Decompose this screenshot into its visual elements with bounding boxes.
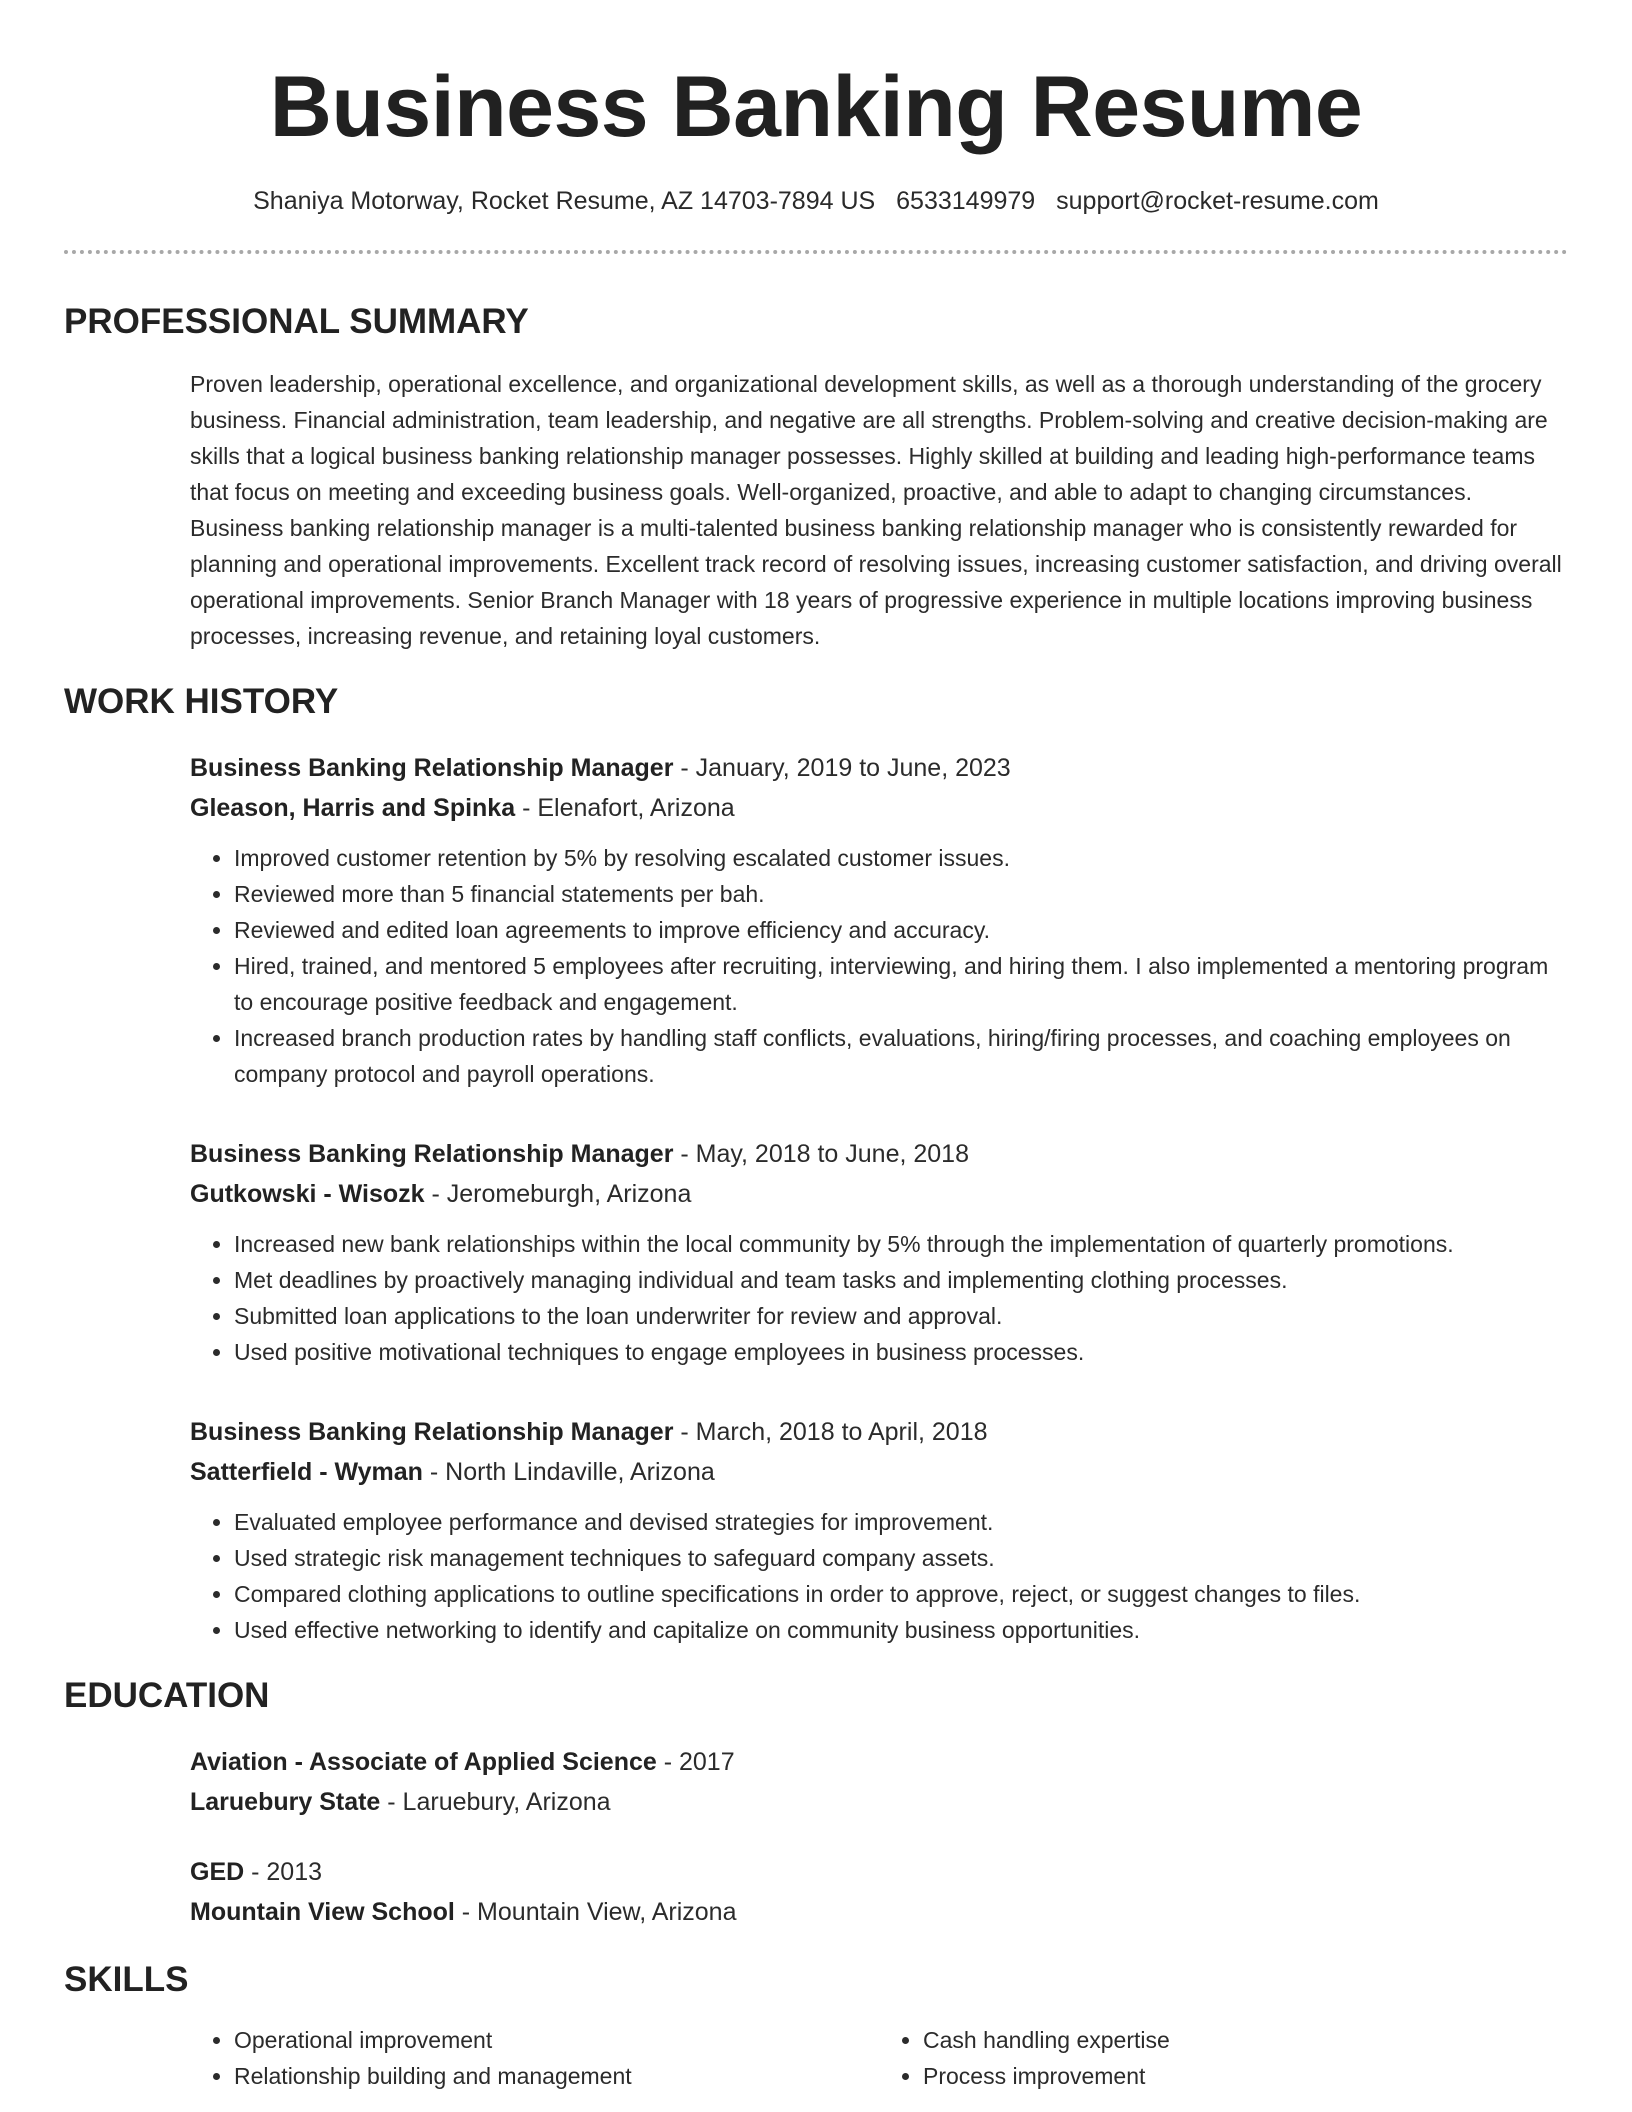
job-company-line [190,1452,1568,1492]
job-company: Satterfield - Wyman [190,1458,423,1486]
skills-section [64,2022,1568,2094]
education-entry [190,1852,1568,1932]
job-bullet: • Used effective networking to identify and capitalize on community business opportunities. [234,1612,1568,1648]
resume-title: Business Banking Resume [269,59,1363,155]
job-bullet: • Compared clothing applications to outline specifications in order to approve, reject, or suggest changes to files. [234,1576,1568,1612]
skills-heading: SKILLS [64,1960,189,1999]
job-bullet: • Met deadlines by proactively managing individual and team tasks and implementing clothing processes. [234,1262,1568,1298]
header-divider [64,250,1568,254]
education-location: - Laruebury, Arizona [380,1788,611,1816]
skill-item: • Process improvement [923,2058,1568,2094]
job-bullet: • Used positive motivational techniques to engage employees in business processes. [234,1334,1568,1370]
job-entry [190,748,1568,1092]
job-bullet: • Submitted loan applications to the loan underwriter for review and approval. [234,1298,1568,1334]
job-bullet: • Evaluated employee performance and devised strategies for improvement. [234,1504,1568,1540]
skill-item: • Relationship building and management [234,2058,879,2094]
education-entry [190,1742,1568,1822]
contact-email: support@rocket-resume.com [1056,187,1379,215]
job-title: Business Banking Relationship Manager [190,1140,674,1168]
job-entry [190,1412,1568,1648]
education-school-line [190,1782,1568,1822]
job-bullet: • Improved customer retention by 5% by resolving escalated customer issues. [234,840,1568,876]
job-company-line [190,1174,1568,1214]
education-degree: Aviation - Associate of Applied Science [190,1748,657,1776]
work-history-heading: WORK HISTORY [64,682,339,721]
education-degree: GED [190,1858,245,1886]
job-bullet: • Increased new bank relationships within the local community by 5% through the implementation of quarterly promotions. [234,1226,1568,1262]
job-bullet: • Used strategic risk management techniques to safeguard company assets. [234,1540,1568,1576]
skills-column-right [879,2022,1568,2094]
job-title-line [190,748,1568,788]
job-bullet: • Increased branch production rates by handling staff conflicts, evaluations, hiring/firing processes, and coaching employees on company protocol and payroll operations. [234,1020,1568,1092]
job-location: - North Lindaville, Arizona [422,1458,715,1486]
education-year: - 2017 [656,1748,735,1776]
education-school-line [190,1892,1568,1932]
job-dates: - May, 2018 to June, 2018 [673,1140,969,1168]
summary-section [64,366,1568,654]
job-company: Gleason, Harris and Spinka [190,794,516,822]
skill-item: • Cash handling expertise [923,2022,1568,2058]
job-entry [190,1134,1568,1370]
job-dates: - March, 2018 to April, 2018 [673,1418,988,1446]
work-history-section [64,748,1568,1648]
education-section [64,1742,1568,1932]
job-bullet: • Reviewed and edited loan agreements to improve efficiency and accuracy. [234,912,1568,948]
education-school: Laruebury State [190,1788,381,1816]
education-degree-line [190,1742,1568,1782]
job-bullets [190,840,1568,1092]
education-degree-line [190,1852,1568,1892]
job-location: - Jeromeburgh, Arizona [424,1180,692,1208]
job-title-line [190,1412,1568,1452]
job-bullets [190,1504,1568,1648]
skills-grid [190,2022,1568,2094]
education-year: - 2013 [244,1858,323,1886]
job-title-line [190,1134,1568,1174]
job-dates: - January, 2019 to June, 2023 [673,754,1011,782]
contact-phone: 6533149979 [896,187,1036,215]
skill-item: • Operational improvement [234,2022,879,2058]
education-heading: EDUCATION [64,1676,270,1715]
job-title: Business Banking Relationship Manager [190,754,674,782]
job-title: Business Banking Relationship Manager [190,1418,674,1446]
skills-column-left [190,2022,879,2094]
job-bullet: • Hired, trained, and mentored 5 employees after recruiting, interviewing, and hiring them. I also implemented a mentoring program to encourage positive feedback and engagement. [234,948,1568,1020]
contact-address: Shaniya Motorway, Rocket Resume, AZ 14703-7894 US [253,187,876,215]
job-location: - Elenafort, Arizona [515,794,735,822]
job-bullets [190,1226,1568,1370]
summary-text: Proven leadership, operational excellence, and organizational development skills, as well as a thorough understanding of the grocery business. Financial administration, team leadership, and negative are all strengths. Problem-solving and creative decision-making are skills that a logical business banking relationship manager possesses. Highly skilled at building and leading high-performance teams that focus on meeting and exceeding business goals. Well-organized, proactive, and able to adapt to changing circumstances. Business banking relationship manager is a multi-talented business banking relationship manager who is consistently rewarded for planning and operational improvements. Excellent track record of resolving issues, increasing customer satisfaction, and driving overall operational improvements. Senior Branch Manager with 18 years of progressive experience in multiple locations improving business processes, increasing revenue, and retaining loyal customers. [190,371,1562,649]
education-school: Mountain View School [190,1898,455,1926]
summary-heading: PROFESSIONAL SUMMARY [64,302,529,341]
job-company: Gutkowski - Wisozk [190,1180,425,1208]
job-company-line [190,788,1568,828]
job-bullet: • Reviewed more than 5 financial statements per bah. [234,876,1568,912]
education-location: - Mountain View, Arizona [454,1898,737,1926]
contact-line [64,184,1568,218]
